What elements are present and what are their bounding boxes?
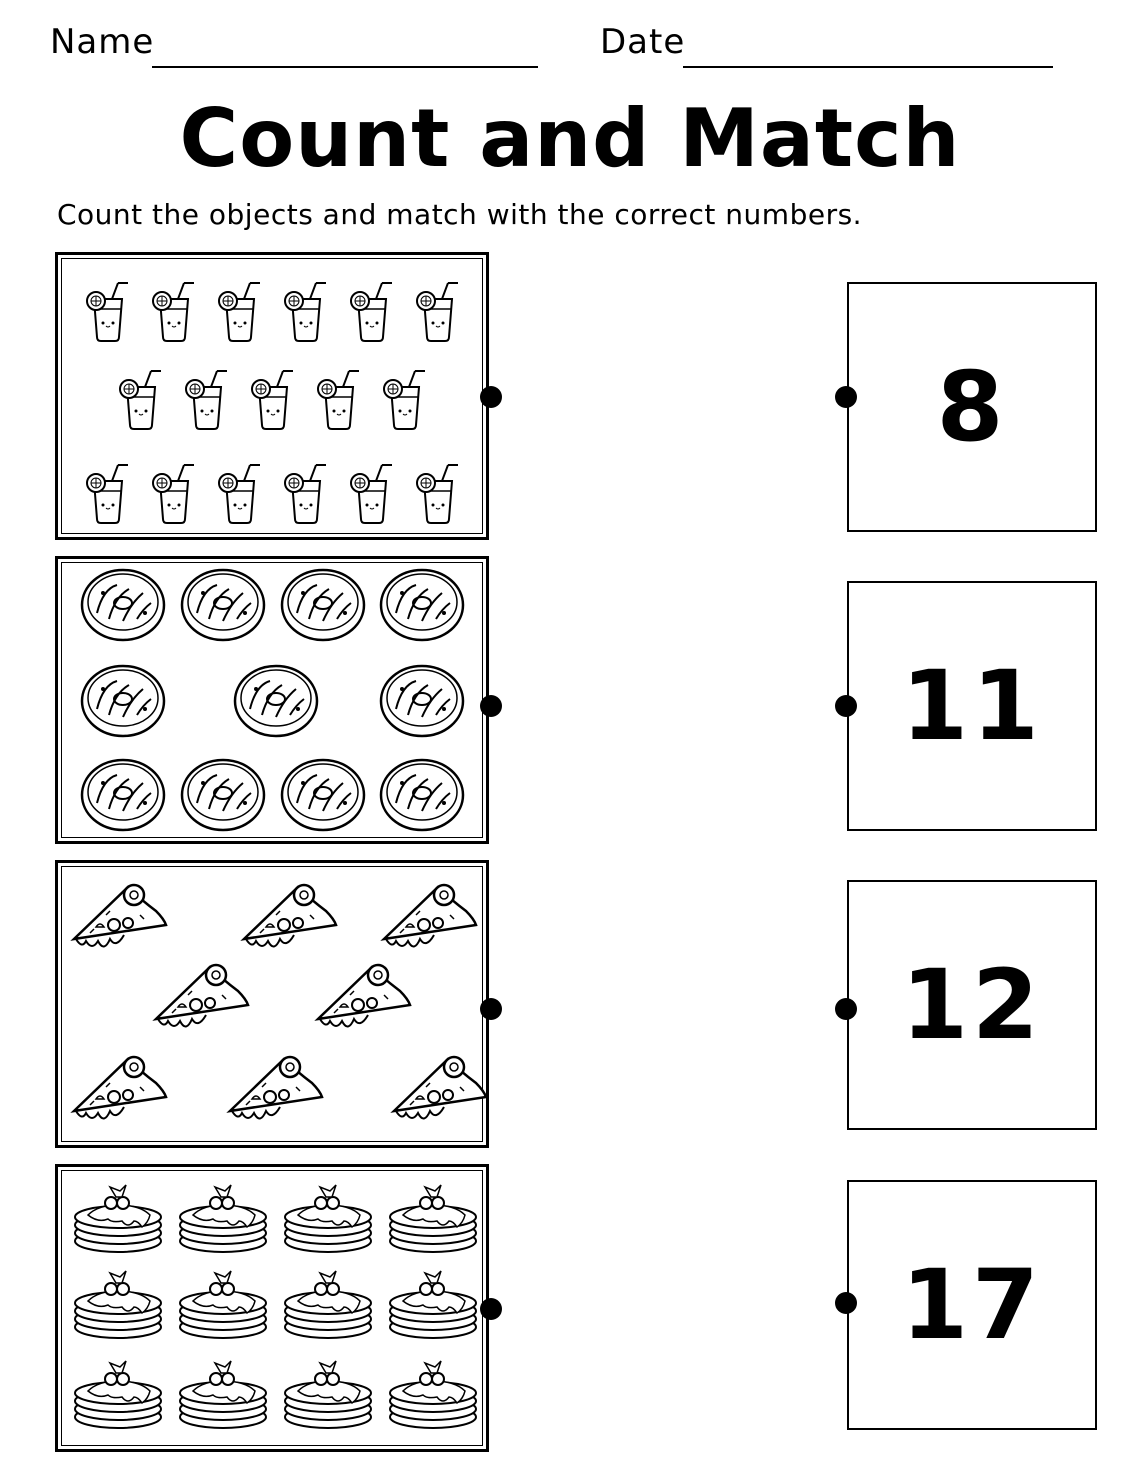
- page-title: Count and Match: [179, 92, 961, 185]
- pancake-group: [58, 1167, 492, 1455]
- donut-group: [58, 559, 492, 847]
- panel-donut: [55, 556, 489, 844]
- juice-glass-icon: [87, 283, 458, 523]
- pizza-slice-icon: [74, 885, 486, 1119]
- number-label: 12: [901, 949, 1043, 1061]
- number-box-2: [847, 581, 1097, 831]
- panel-pizza: [55, 860, 489, 1148]
- pancake-stack-icon: [75, 1185, 476, 1428]
- match-dot-left-2[interactable]: [480, 695, 502, 717]
- name-label: Name: [50, 22, 155, 62]
- date-label: Date: [600, 22, 686, 62]
- juice-group: [58, 255, 492, 543]
- number-label: 8: [936, 351, 1008, 463]
- instruction-text: Count the objects and match with the correct numbers.: [57, 198, 863, 231]
- number-label: 17: [901, 1249, 1043, 1361]
- number-box-4: [847, 1180, 1097, 1430]
- donut-icon: [82, 570, 463, 830]
- panel-juice: [55, 252, 489, 540]
- panel-pancake: [55, 1164, 489, 1452]
- match-dot-left-3[interactable]: [480, 998, 502, 1020]
- number-label: 11: [901, 650, 1043, 762]
- number-box-3: [847, 880, 1097, 1130]
- name-line[interactable]: [152, 66, 538, 68]
- date-line[interactable]: [683, 66, 1053, 68]
- match-dot-left-4[interactable]: [480, 1298, 502, 1320]
- pizza-group: [58, 863, 492, 1151]
- number-box-1: [847, 282, 1097, 532]
- match-dot-left-1[interactable]: [480, 386, 502, 408]
